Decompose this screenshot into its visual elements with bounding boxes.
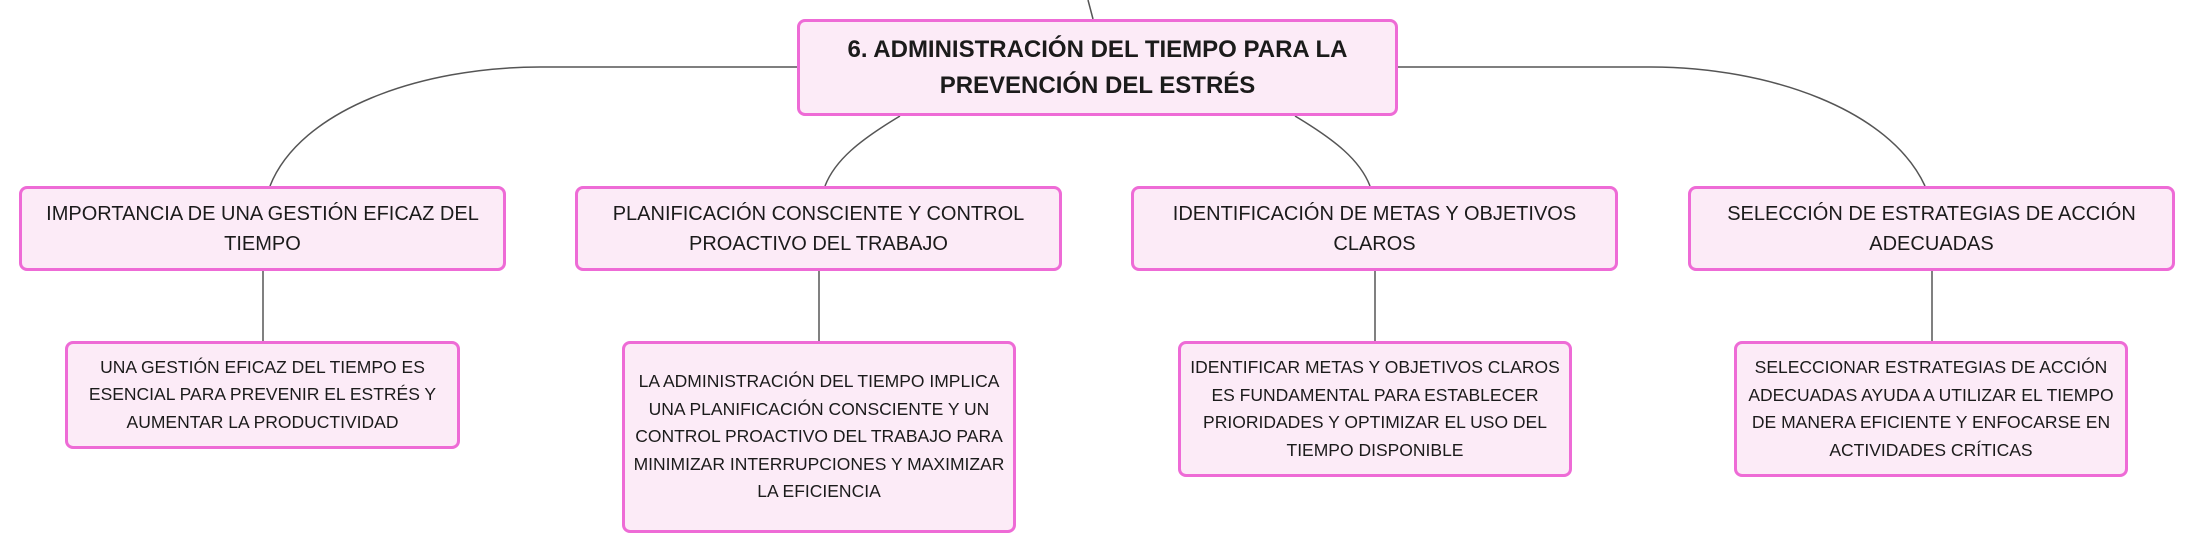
detail-node-importancia[interactable] (65, 341, 460, 449)
topic-node-importancia[interactable] (19, 186, 506, 271)
connector-topic-2 (825, 116, 900, 186)
topic-node-planificacion[interactable] (575, 186, 1062, 271)
detail-text: SELECCIONAR ESTRATEGIAS DE ACCIÓN ADECUADAS AYUDA A UTILIZAR EL TIEMPO DE MANERA EFICIENTE Y ENFOCARSE EN ACTIVIDADES CRÍTICAS (1748, 357, 2114, 460)
connector-topic-1 (270, 67, 797, 186)
topic-label: IDENTIFICACIÓN DE METAS Y OBJETIVOS CLAROS (1172, 202, 1577, 255)
detail-text: UNA GESTIÓN EFICAZ DEL TIEMPO ES ESENCIAL PARA PREVENIR EL ESTRÉS Y AUMENTAR LA PRODUCTIVIDAD (88, 356, 437, 432)
connector-topic-3 (1295, 116, 1370, 186)
detail-text: IDENTIFICAR METAS Y OBJETIVOS CLAROS ES FUNDAMENTAL PARA ESTABLECER PRIORIDADES Y OPTIMIZAR EL USO DEL TIEMPO DISPONIBLE (1190, 357, 1560, 460)
detail-node-estrategias[interactable] (1734, 341, 2128, 477)
topic-label: PLANIFICACIÓN CONSCIENTE Y CONTROL PROACTIVO DEL TRABAJO (612, 202, 1025, 255)
topic-label: SELECCIÓN DE ESTRATEGIAS DE ACCIÓN ADECUADAS (1727, 202, 2136, 255)
root-title: 6. ADMINISTRACIÓN DEL TIEMPO PARA LA PREVENCIÓN DEL ESTRÉS (847, 35, 1348, 99)
topic-node-estrategias[interactable] (1688, 186, 2175, 271)
detail-node-planificacion[interactable] (622, 341, 1016, 533)
topic-label: IMPORTANCIA DE UNA GESTIÓN EFICAZ DEL TIEMPO (46, 202, 479, 255)
topic-node-metas[interactable] (1131, 186, 1618, 271)
parent-connector (1088, 0, 1093, 19)
detail-node-metas[interactable] (1178, 341, 1572, 477)
root-node[interactable] (797, 19, 1398, 116)
connector-topic-4 (1398, 67, 1925, 186)
detail-text: LA ADMINISTRACIÓN DEL TIEMPO IMPLICA UNA PLANIFICACIÓN CONSCIENTE Y UN CONTROL PROACTIVO DEL TRABAJO PARA MINIMIZAR INTERRUPCIONES Y MAXIMIZAR LA EFICIENCIA (633, 371, 1005, 502)
